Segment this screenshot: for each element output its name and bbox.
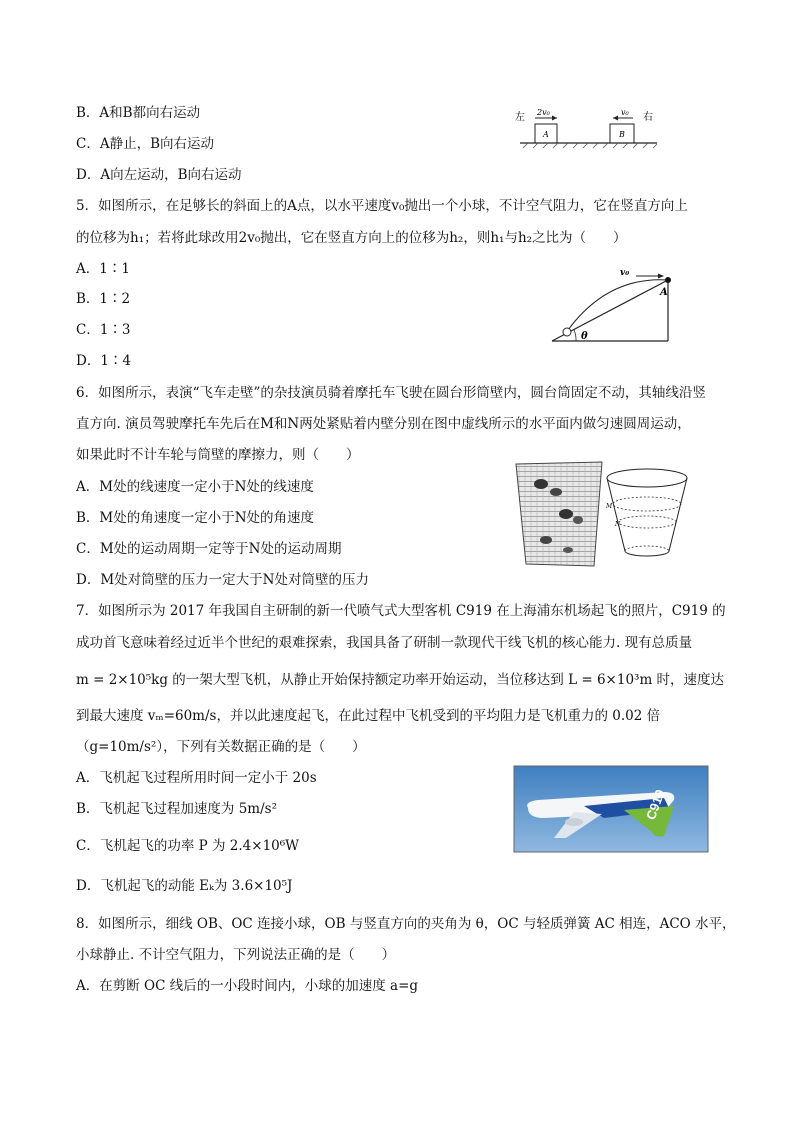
q7-stem-line-1: 7．如图所示为 2017 年我国自主研制的新一代喷气式大型客机 C919 在上海浦东机场起飞的照片，C919 的: [76, 603, 726, 619]
q5-v0-label: v₀: [620, 268, 630, 278]
q5-point-a-label: A: [660, 287, 668, 298]
q6-cone-right-side: [669, 478, 687, 551]
q4-arrowhead-a: [552, 116, 557, 121]
q4-arrowhead-b: [613, 116, 618, 121]
q5-velocity-arrowhead: [658, 274, 664, 279]
q4-option-c: C．A静止，B向右运动: [76, 136, 214, 152]
q5-theta-label: θ: [581, 331, 588, 342]
q7-stem-line-4: 到最大速度 vₘ=60m/s，并以此速度起飞，在此过程中飞机受到的平均阻力是飞机重力的 0.02 倍: [76, 708, 661, 724]
q6-stem-line-1: 6．如图所示，表演“飞车走壁”的杂技演员骑着摩托车飞驶在圆台形筒壁内，圆台筒固定不动，其轴线沿竖: [76, 385, 706, 401]
q5-ball-landing: [563, 328, 571, 336]
q4-velocity-b-label: v₀: [621, 108, 629, 117]
q6-option-b: B．M处的角速度一定小于N处的角速度: [76, 510, 315, 526]
q7-stem-line-5: （g=10m/s²），下列有关数据正确的是（ ）: [76, 739, 366, 755]
q7-engine: [565, 818, 583, 826]
q5-stem-line-2: 的位移为h₁；若将此球改用2v₀抛出，它在竖直方向上的位移为h₂，则h₁与h₂之比为（ ）: [76, 230, 627, 246]
q5-incline-figure: [548, 264, 678, 346]
q6-wall-photo: [516, 462, 602, 566]
q6-cone-diagram: [605, 466, 690, 558]
q6-option-a: A．M处的线速度一定小于N处的线速度: [76, 479, 314, 495]
q6-rider-6: [563, 547, 573, 553]
q4-right-label: 右: [643, 112, 653, 123]
q6-cone-bottom-back: [625, 546, 669, 551]
q4-ground-hatch: [523, 143, 657, 148]
q5-angle-arc: [574, 330, 576, 341]
q6-dashed-circle-n: [618, 516, 676, 528]
q6-cone-bottom-front: [625, 551, 669, 556]
q6-m-label: M: [606, 503, 613, 510]
q4-block-b-label: B: [619, 130, 625, 139]
q8-option-a: A．在剪断 OC 线后的一小段时间内，小球的加速度 a=g: [76, 978, 419, 994]
q6-rider-2: [550, 488, 562, 496]
q7-option-d: D．飞机起飞的动能 Eₖ为 3.6×10⁵J: [76, 878, 293, 894]
q8-stem-line-2: 小球静止. 不计空气阻力，下列说法正确的是（ ）: [76, 947, 396, 963]
q5-stem-line-1: 5．如图所示，在足够长的斜面上的A点，以水平速度v₀抛出一个小球，不计空气阻力，它在竖直方向上: [76, 198, 688, 214]
q7-option-c: C．飞机起飞的功率 P 为 2.4×10⁶W: [76, 838, 300, 854]
q6-option-c: C．M处的运动周期一定等于N处的运动周期: [76, 541, 342, 557]
q6-dashed-circle-m: [613, 497, 681, 511]
q7-option-b: B．飞机起飞过程加速度为 5m/s²: [76, 801, 277, 817]
q6-option-d: D．M处对筒壁的压力一定大于N处对筒壁的压力: [76, 572, 369, 588]
q5-option-d: D．1∶4: [76, 353, 132, 369]
q4-velocity-a-label: 2v₀: [537, 108, 550, 117]
q6-cone-top-rim: [607, 469, 687, 487]
q4-option-b: B．A和B都向右运动: [76, 105, 201, 121]
q8-stem-line-1: 8．如图所示，细线 OB、OC 连接小球，OB 与竖直方向的夹角为 θ，OC 与轻质弹簧 AC 相连，ACO 水平，: [76, 916, 736, 932]
q7-option-a: A．飞机起飞过程所用时间一定小于 20s: [76, 770, 317, 786]
q5-option-b: B．1∶2: [76, 291, 131, 307]
q7-c919-logo: C919: [643, 787, 668, 822]
q6-rider-5: [540, 536, 552, 544]
q5-option-a: A．1∶1: [76, 261, 130, 277]
q6-rider-3: [559, 509, 573, 519]
q5-option-c: C．1∶3: [76, 322, 131, 338]
q4-blocks-figure: [515, 104, 660, 150]
q4-left-label: 左: [515, 112, 525, 123]
q6-rider-4: [573, 516, 583, 524]
q6-n-label: N: [615, 521, 621, 528]
q6-stem-line-2: 直方向. 演员驾驶摩托车先后在M和N两处紧贴着内壁分别在图中虚线所示的水平面内做匀速圆周运动，: [76, 416, 691, 432]
q5-ball-start: [665, 277, 671, 283]
q4-option-d: D．A向左运动，B向右运动: [76, 167, 242, 183]
q4-block-a-label: A: [543, 130, 549, 139]
q7-stem-line-3: m = 2×10⁵kg 的一架大型飞机，从静止开始保持额定功率开始运动，当位移达到 L = 6×10³m 时，速度达: [76, 672, 725, 688]
q7-airplane-photo: [514, 766, 708, 852]
q7-stem-line-2: 成功首飞意味着经过近半个世纪的艰难探索，我国具备了研制一款现代干线飞机的核心能力. 现有总质量: [76, 635, 693, 651]
q6-rider-1: [534, 479, 548, 489]
q6-cone-left-side: [607, 478, 625, 551]
q6-stem-line-3: 如果此时不计车轮与筒壁的摩擦力，则（ ）: [76, 447, 360, 463]
